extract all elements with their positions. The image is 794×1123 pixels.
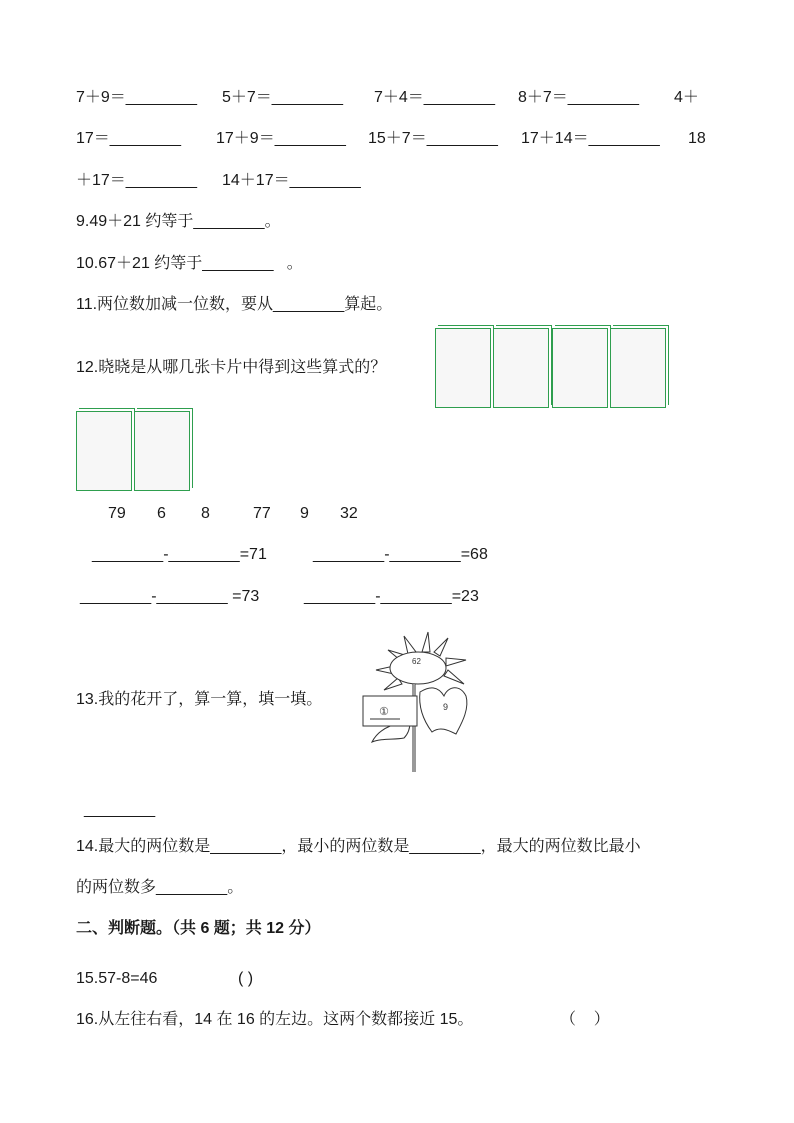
equation-row3-2: 14＋17＝________ (222, 172, 361, 189)
question-13: 13.我的花开了，算一算，填一填。 (76, 691, 323, 708)
leaf-number: 9 (443, 702, 449, 712)
equation-row1-4: 8＋7＝________ (518, 89, 639, 106)
answer-parentheses: （ ） (560, 1011, 610, 1028)
question-14-line2: 的两位数多________。 (76, 879, 244, 896)
equation-row2-1: 17＝________ (76, 130, 181, 147)
subtraction-blank-3: ________-________ =73 (80, 588, 260, 605)
blank-card (435, 328, 491, 408)
blank-card (76, 411, 132, 491)
question-9: 9.49＋21 约等于________。 (76, 213, 281, 230)
section-title-judgment: 二、判断题。（共 6 题；共 12 分） (76, 920, 321, 937)
subtraction-blank-2: ________-________=68 (313, 546, 488, 563)
equation-row1-1: 7＋9＝________ (76, 89, 197, 106)
card-number: 79 (108, 505, 126, 522)
sunflower-illustration (360, 630, 472, 778)
card-number: 32 (340, 505, 358, 522)
question-10: 10.67＋21 约等于________ 。 (76, 255, 303, 272)
blank-card (610, 328, 666, 408)
blank-card (134, 411, 190, 491)
question-12: 12.晓晓是从哪几张卡片中得到这些算式的？ (76, 359, 387, 376)
question-16: 16.从左往右看，14 在 16 的左边。这两个数都接近 15。 (76, 1011, 474, 1028)
blank-card (552, 328, 608, 408)
equation-row3-1: ＋17＝________ (76, 172, 197, 189)
card-number: 6 (157, 505, 166, 522)
equation-row2-5: 18 (688, 130, 706, 147)
question-11: 11.两位数加减一位数，要从________算起。 (76, 296, 393, 313)
card-number: 9 (300, 505, 309, 522)
sign-number: ① (379, 705, 389, 718)
question-13-answer-blank: ________ (84, 801, 156, 818)
subtraction-blank-1: ________-________=71 (92, 546, 267, 563)
equation-row1-2: 5＋7＝________ (222, 89, 343, 106)
blank-card (493, 328, 549, 408)
equation-row2-3: 15＋7＝________ (368, 130, 498, 147)
answer-parentheses: ( ) (238, 970, 254, 987)
subtraction-blank-4: ________-________=23 (304, 588, 479, 605)
flower-center-number: 62 (412, 657, 421, 666)
card-number: 77 (253, 505, 271, 522)
question-15: 15.57-8=46 (76, 970, 158, 987)
question-14-line1: 14.最大的两位数是________，最小的两位数是________，最大的两位数比最小 (76, 838, 641, 855)
equation-row2-4: 17＋14＝________ (521, 130, 660, 147)
card-number: 8 (201, 505, 210, 522)
equation-row1-3: 7＋4＝________ (374, 89, 495, 106)
equation-row1-5: 4＋ (674, 89, 699, 106)
equation-row2-2: 17＋9＝________ (216, 130, 346, 147)
